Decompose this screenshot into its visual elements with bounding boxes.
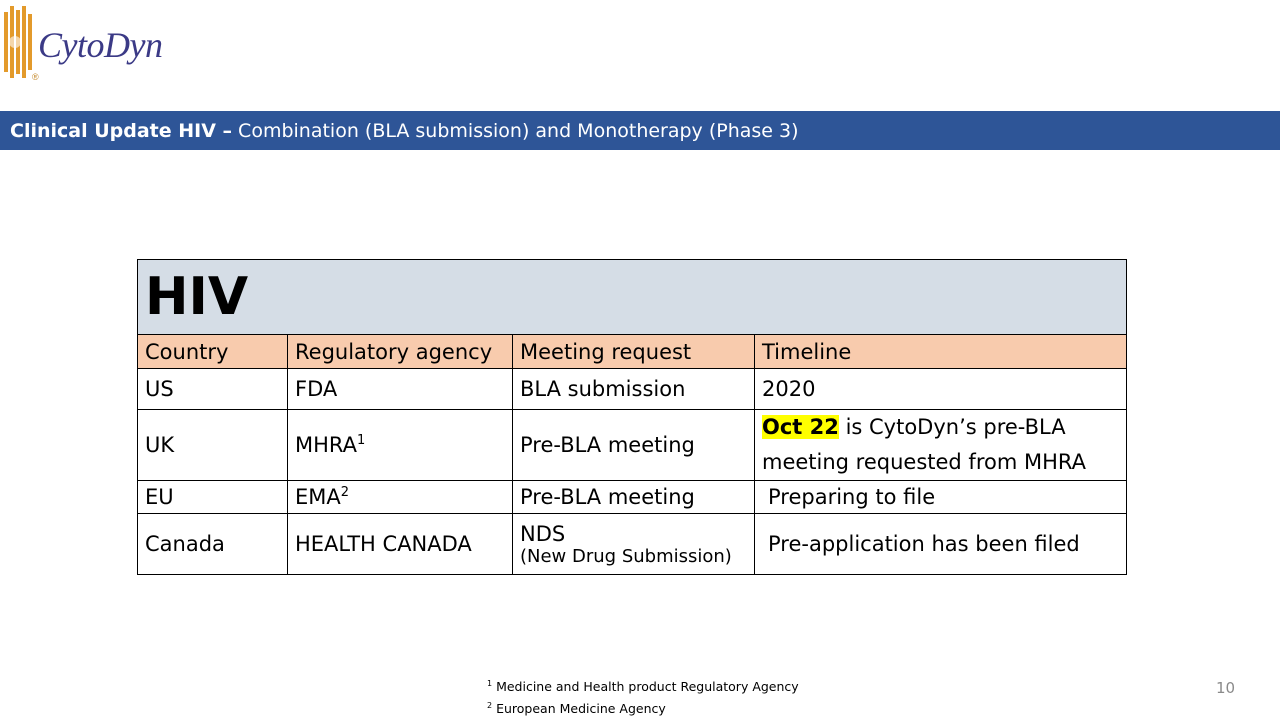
logo-bars-icon	[4, 6, 34, 78]
cell-timeline: 2020	[755, 369, 1127, 410]
timeline-text-line2: meeting requested from MHRA	[762, 450, 1086, 474]
section-banner	[0, 111, 1280, 150]
cell-request: Pre-BLA meeting	[513, 481, 755, 514]
header-timeline: Timeline	[755, 335, 1127, 369]
header-request: Meeting request	[513, 335, 755, 369]
cell-request	[513, 514, 755, 575]
table-title-row	[138, 260, 1127, 335]
cell-agency: HEALTH CANADA	[288, 514, 513, 575]
request-subtitle: (New Drug Submission)	[520, 545, 732, 567]
highlighted-date: Oct 22	[762, 415, 839, 439]
page-number: 10	[1216, 679, 1236, 697]
table-row	[138, 514, 1127, 575]
cell-timeline	[755, 410, 1127, 481]
cell-agency: FDA	[288, 369, 513, 410]
cytodyn-logo	[2, 4, 182, 84]
cell-agency	[288, 410, 513, 481]
registered-mark: ®	[32, 72, 39, 82]
cell-timeline: Pre-application has been filed	[755, 514, 1127, 575]
footnotes	[487, 674, 799, 718]
footnote-ref: 1	[357, 433, 366, 448]
cell-country: Canada	[138, 514, 288, 575]
table-header-row	[138, 335, 1127, 369]
cell-country: US	[138, 369, 288, 410]
cell-request: Pre-BLA meeting	[513, 410, 755, 481]
logo-wordmark: CytoDyn	[38, 25, 163, 65]
header-country: Country	[138, 335, 288, 369]
footnote-ref: 2	[340, 485, 350, 500]
cell-agency	[288, 481, 513, 514]
banner-title-rest: Combination (BLA submission) and Monotherapy (Phase 3)	[238, 119, 799, 142]
cell-country: UK	[138, 410, 288, 481]
hiv-regulatory-table	[137, 259, 1127, 575]
banner-title-bold: Clinical Update HIV –	[10, 119, 233, 142]
table-row	[138, 481, 1127, 514]
timeline-text: is CytoDyn’s pre-BLA	[845, 415, 1066, 439]
footnote-item: $^1$ Medicine and Health product Regulatory Agency	[487, 679, 799, 694]
header-agency: Regulatory agency	[288, 335, 513, 369]
agency-name: MHRA	[295, 433, 358, 457]
table-row	[138, 369, 1127, 410]
agency-name: EMA	[295, 485, 341, 509]
request-name: NDS	[520, 521, 566, 546]
table-row	[138, 410, 1127, 481]
cell-request: BLA submission	[513, 369, 755, 410]
cell-country: EU	[138, 481, 288, 514]
footnote-item: $^2$ European Medicine Agency	[487, 701, 666, 716]
table-title: HIV	[138, 260, 1127, 335]
cell-timeline: Preparing to file	[755, 481, 1127, 514]
